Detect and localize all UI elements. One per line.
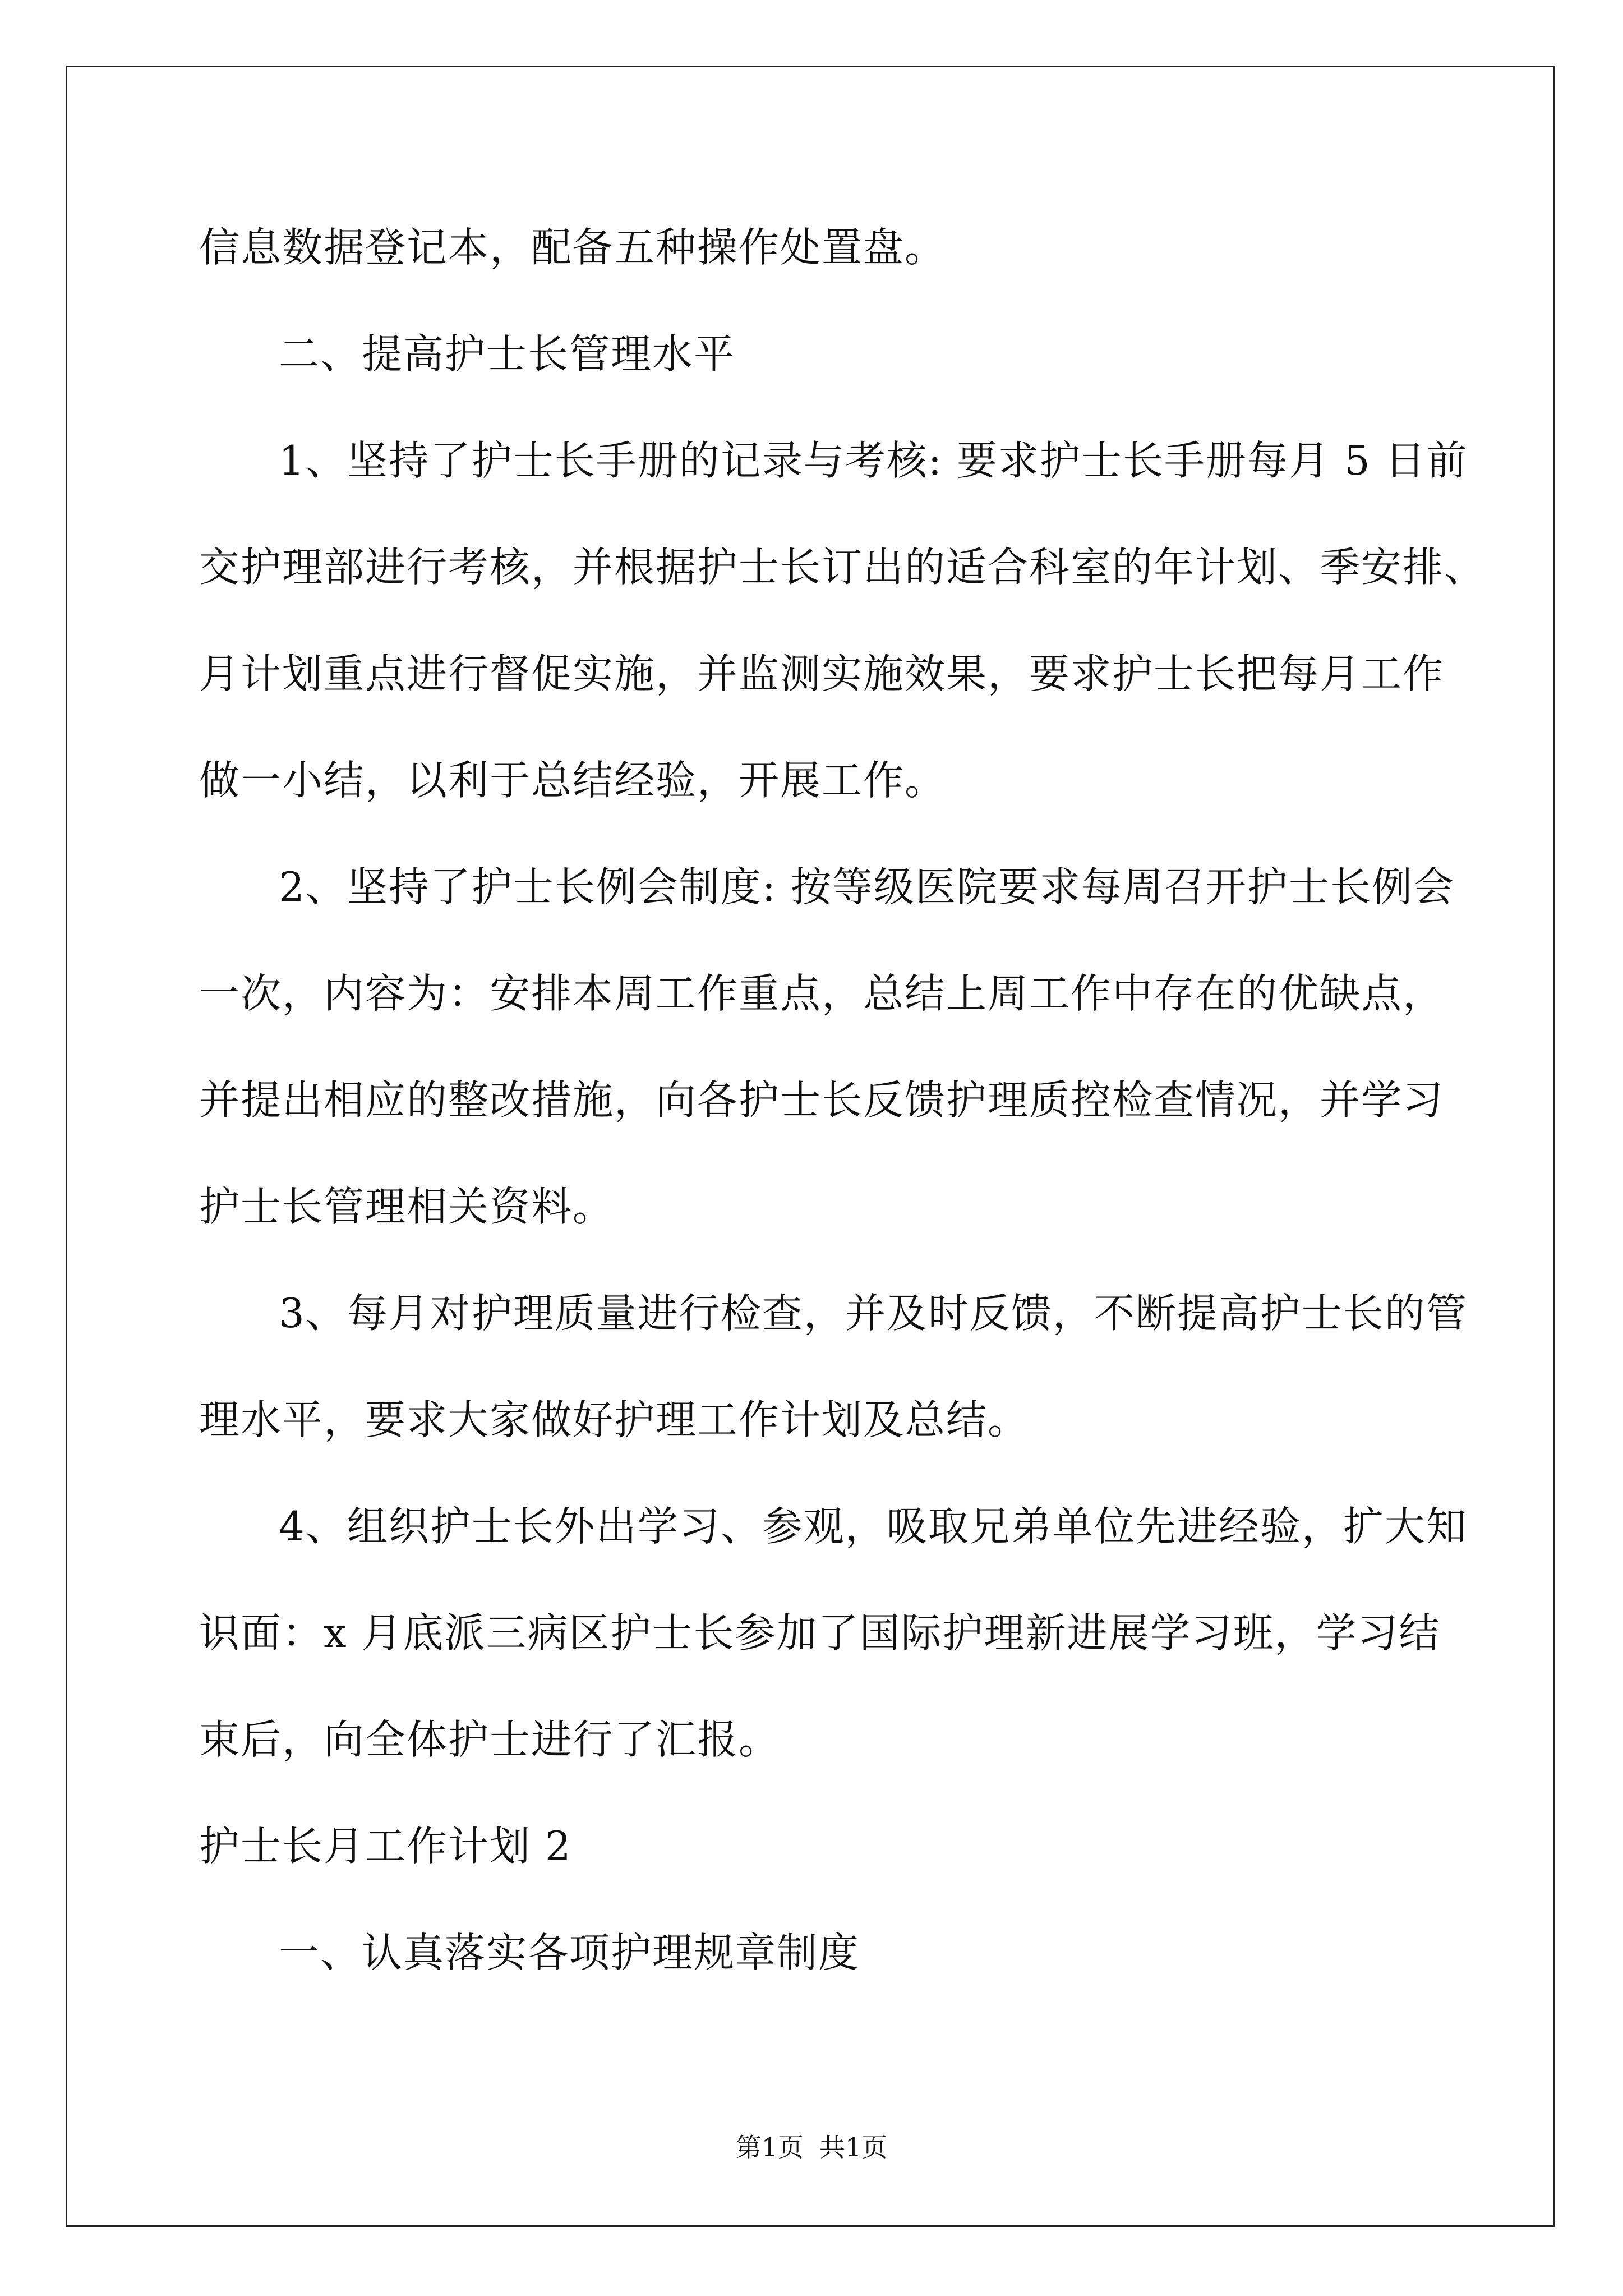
section-heading: 二、提高护士长管理水平 (279, 330, 736, 378)
body-line: 护士长管理相关资料。 (199, 1183, 615, 1230)
page-border (66, 66, 1555, 2227)
body-line: 信息数据登记本，配备五种操作处置盘。 (199, 224, 947, 271)
body-line: 并提出相应的整改措施，向各护士长反馈护理质控检查情况，并学习 (199, 1076, 1445, 1124)
page-footer (0, 2134, 1623, 2160)
body-line: 一次，内容为：安排本周工作重点，总结上周工作中存在的优缺点， (199, 970, 1445, 1017)
body-line: 做一小结，以利于总结经验，开展工作。 (199, 757, 947, 804)
body-line: 束后，向全体护士进行了汇报。 (199, 1716, 781, 1763)
body-line: 4、组织护士长外出学习、参观，吸取兄弟单位先进经验，扩大知 (279, 1503, 1468, 1550)
body-line: 2、坚持了护士长例会制度: 按等级医院要求每周召开护士长例会 (279, 863, 1455, 910)
body-line: 月计划重点进行督促实施，并监测实施效果，要求护士长把每月工作 (199, 650, 1445, 697)
section-heading: 一、认真落实各项护理规章制度 (279, 1929, 860, 1976)
document-subtitle: 护士长月工作计划 2 (199, 1823, 572, 1870)
body-line: 3、每月对护理质量进行检查，并及时反馈，不断提高护士长的管 (279, 1290, 1468, 1337)
page-total: 共1页 (819, 2132, 888, 2162)
body-line: 交护理部进行考核，并根据护士长订出的适合科室的年计划、季安排、 (199, 544, 1486, 591)
body-line: 识面：x 月底派三病区护士长参加了国际护理新进展学习班，学习结 (199, 1609, 1441, 1657)
body-line: 1、坚持了护士长手册的记录与考核: 要求护士长手册每月 5 日前 (279, 437, 1468, 484)
body-line: 理水平，要求大家做好护理工作计划及总结。 (199, 1396, 1030, 1443)
page-current: 第1页 (735, 2132, 804, 2162)
